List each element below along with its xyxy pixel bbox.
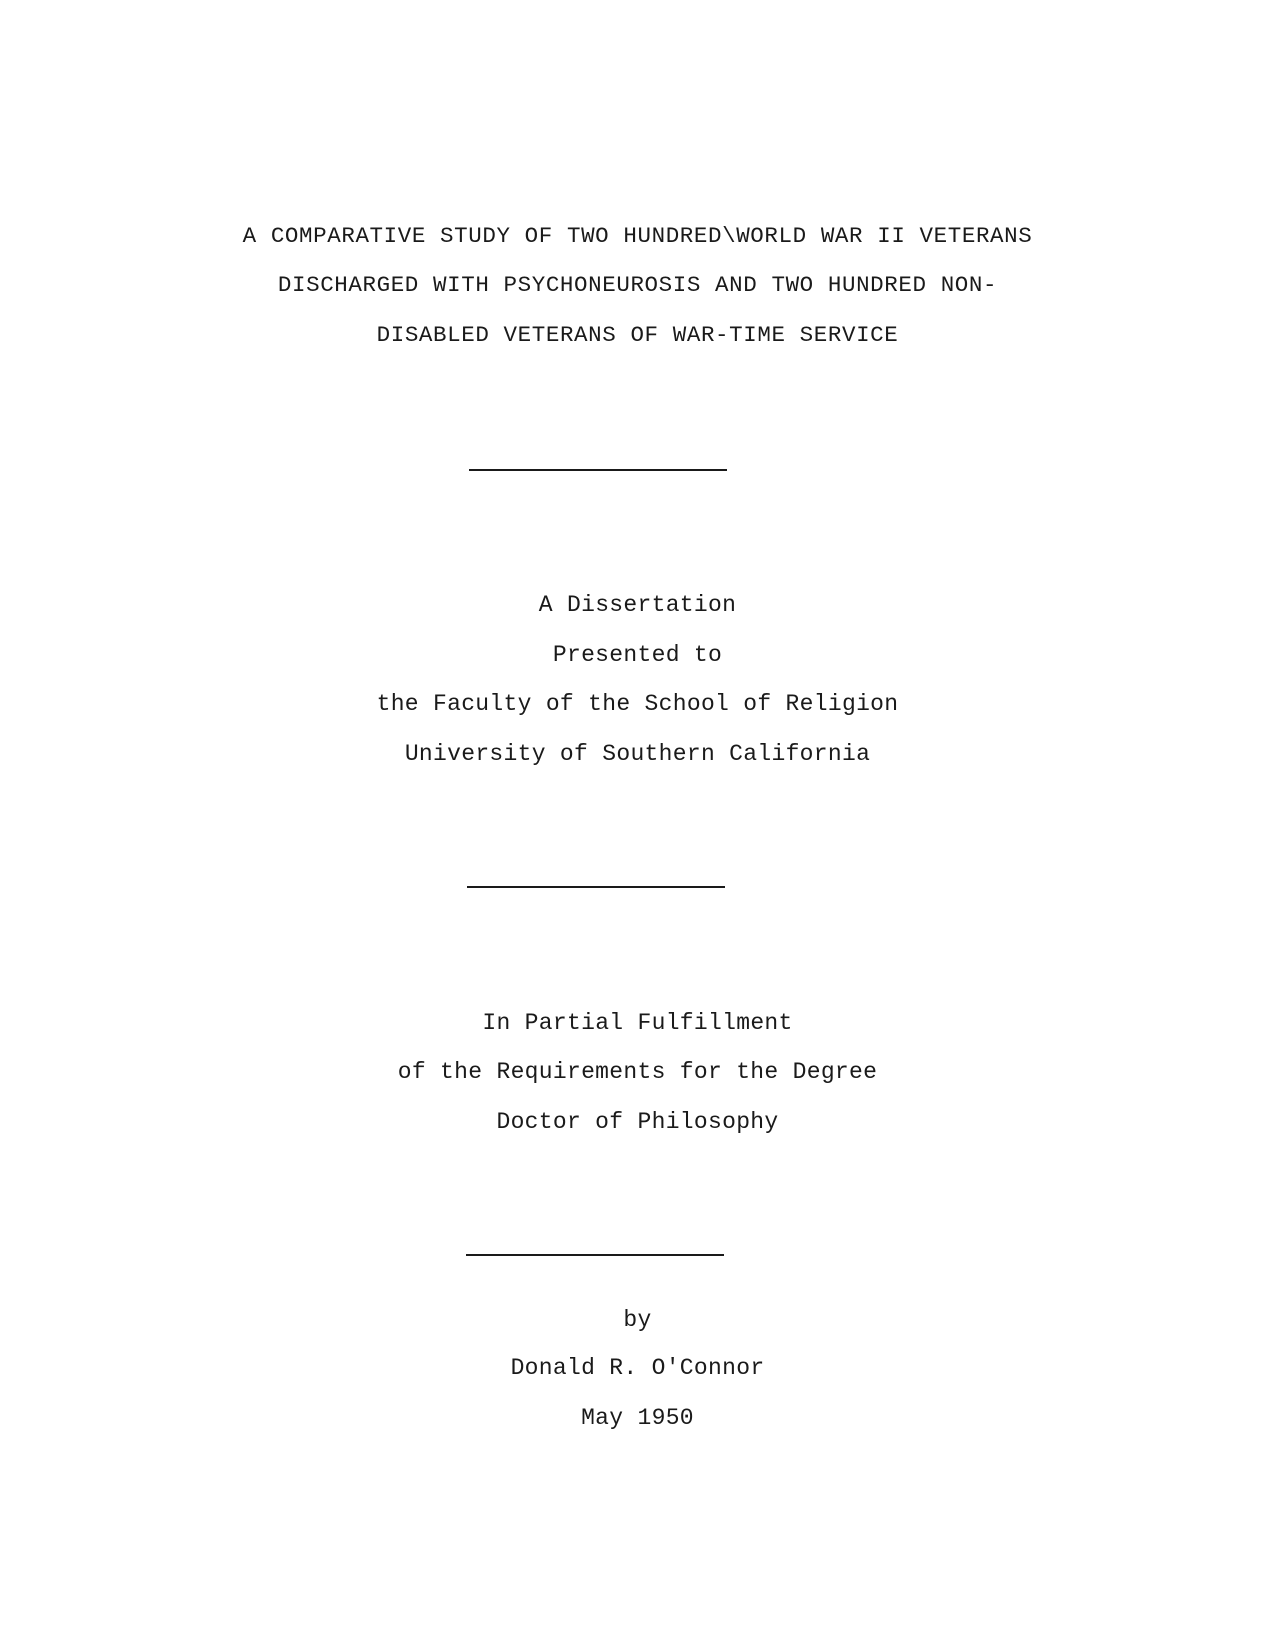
divider-rule-1	[469, 469, 727, 471]
title-line-1: A COMPARATIVE STUDY OF TWO HUNDRED\WORLD WAR II VETERANS	[242, 223, 1033, 249]
presentation-line-3: the Faculty of the School of Religion	[376, 691, 899, 717]
presentation-line-1: A Dissertation	[538, 592, 737, 618]
author-name: Donald R. O'Connor	[510, 1355, 765, 1381]
fulfillment-line-2: of the Requirements for the Degree	[397, 1059, 878, 1085]
fulfillment-line-1: In Partial Fulfillment	[482, 1010, 793, 1036]
title-line-3: DISABLED VETERANS OF WAR-TIME SERVICE	[376, 322, 899, 348]
divider-rule-3	[466, 1254, 724, 1256]
presentation-line-4: University of Southern California	[404, 741, 871, 767]
date: May 1950	[581, 1405, 694, 1431]
by-label: by	[623, 1307, 652, 1333]
title-line-2: DISCHARGED WITH PSYCHONEUROSIS AND TWO HUNDRED NON-	[277, 272, 998, 298]
divider-rule-2	[467, 886, 725, 888]
fulfillment-line-3: Doctor of Philosophy	[496, 1109, 779, 1135]
presentation-line-2: Presented to	[552, 642, 723, 668]
